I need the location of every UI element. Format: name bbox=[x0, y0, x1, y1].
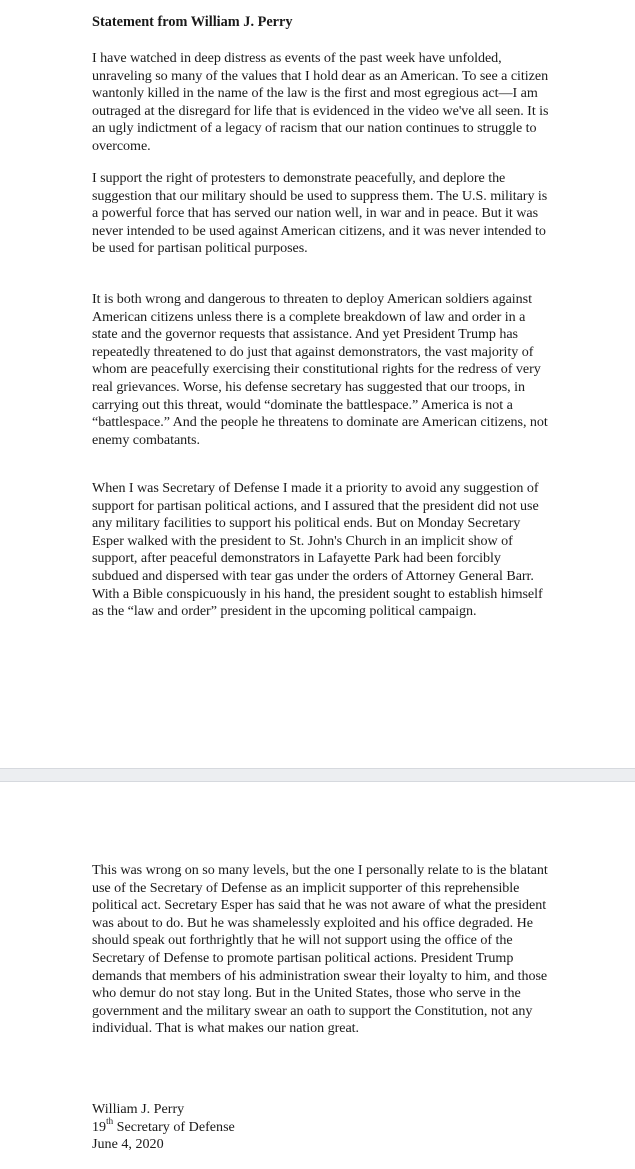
signature-office: Secretary of Defense bbox=[116, 1118, 235, 1135]
paragraph-3: It is both wrong and dangerous to threaten to deploy American soldiers against American citizens unless there is a complete breakdown of law and order in a state and the governor requests that assistance. And yet President Trump has repeatedly threatened to do just that against demonstrators, the vast majority of whom are peacefully exercising their constitutional rights for the redress of very real grievances. Worse, his defense secretary has suggested that our troops, in carrying out this threat, would “dominate the battlespace.” America is not a “battlespace.” And the people he threatens to dominate are American citizens, not enemy combatants. bbox=[92, 291, 548, 448]
paragraph-5: This was wrong on so many levels, but the one I personally relate to is the blatant use of the Secretary of Defense as an implicit supporter of this reprehensible political act. Secretary Esper has said that he was not aware of what the president was about to do. But he was shamelessly exploited and his office degraded. He should speak out forthrightly that he will not support using the office of the Secretary of Defense to promote partisan political actions. President Trump demands that members of his administration swear their loyalty to him, and those who demur do not stay long. But in the United States, those who serve in the government and the military swear an oath to support the Constitution, not any individual. That is what makes our nation great. bbox=[92, 862, 548, 1037]
signature-ordinal-suffix: th bbox=[106, 1115, 114, 1126]
page-break-divider bbox=[0, 768, 635, 782]
signature-block bbox=[92, 1101, 235, 1154]
document-page-2 bbox=[0, 782, 635, 1169]
paragraph-2: I support the right of protesters to demonstrate peacefully, and deplore the suggestion that our military should be used to suppress them. The U.S. military is a powerful force that has served our nation well, in war and in peace. But it was never intended to be used against American citizens, and it was never intended to be used for partisan political purposes. bbox=[92, 170, 548, 257]
signature-date: June 4, 2020 bbox=[92, 1136, 164, 1153]
signature-name: William J. Perry bbox=[92, 1101, 185, 1117]
signature-title bbox=[92, 1115, 235, 1137]
paragraph-1: I have watched in deep distress as events of the past week have unfolded, unraveling so many of the values that I hold dear as an American. To see a citizen wantonly killed in the name of the law is the first and most egregious act—I am outraged at the disregard for life that is evidenced in the video we've all seen. It is an ugly indictment of a legacy of racism that our nation continues to struggle to overcome. bbox=[92, 50, 549, 154]
statement-title: Statement from William J. Perry bbox=[92, 14, 293, 30]
signature-ordinal-number: 19 bbox=[92, 1118, 107, 1135]
paragraph-4: When I was Secretary of Defense I made it a priority to avoid any suggestion of support for partisan political actions, and I assured that the president did not use any military facilities to support his political ends. But on Monday Secretary Esper walked with the president to St. John's Church in an implicit show of support, after peaceful demonstrators in Lafayette Park had been forcibly subdued and dispersed with tear gas under the orders of Attorney General Barr. With a Bible conspicuously in his hand, the president sought to establish himself as the “law and order” president in the upcoming political campaign. bbox=[92, 480, 543, 620]
